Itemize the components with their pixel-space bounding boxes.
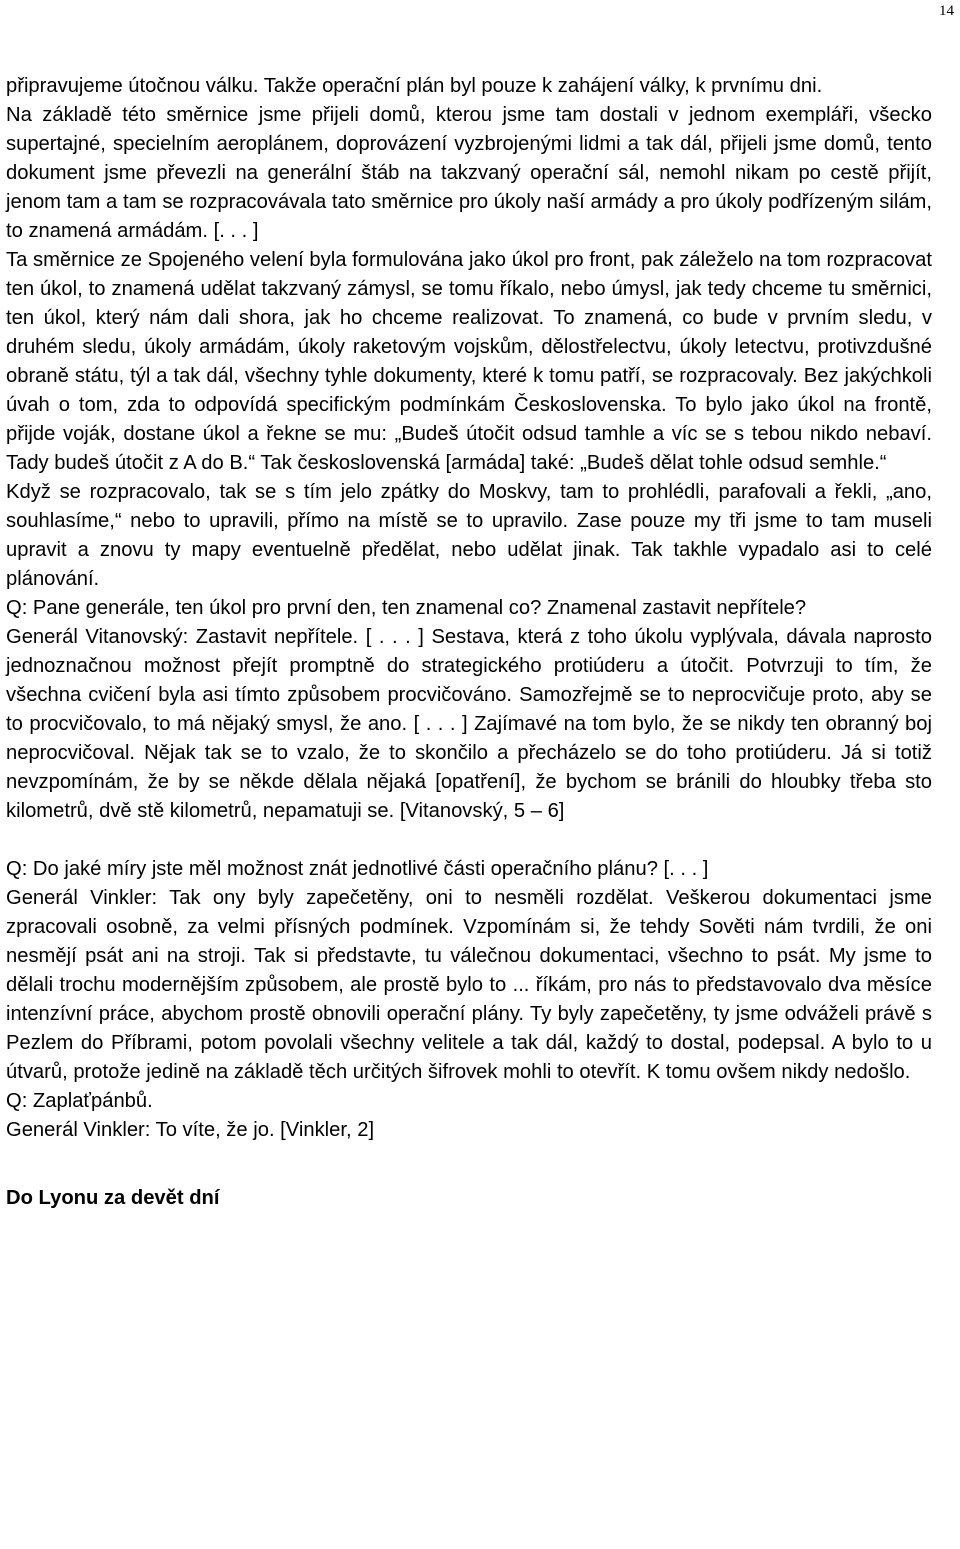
answer: Generál Vinkler: Tak ony byly zapečetěny, oni to nesměli rozdělat. Veškerou dokumentaci jsme zpracovali osobně, za velmi přísných podmínek. Vzpomínám si, že tehdy Sověti nám tvrdili, že oni nesmějí psát ani na stroji. Tak si představte, tu válečnou dokumentaci, všechno to psát. My jsme to dělali trochu modernějším způsobem, ale prostě bylo to ... říkám, pro nás to představovalo dva měsíce intenzívní práce, abychom prostě obnovili operační plány. Ty byly zapečetěny, ty jsme odváželi právě s Pezlem do Příbrami, potom povolali všechny velitele a tak dál, každý to dostal, podepsal. A bylo to u útvarů, protože jedině na základě těch určitých šifrovek mohli to otevřít. K tomu ovšem nikdy nedošlo.: [6, 887, 932, 1083]
page-number: 14: [939, 3, 954, 19]
paragraph: Ta směrnice ze Spojeného velení byla formulována jako úkol pro front, pak záleželo na tom rozpracovat ten úkol, to znamená udělat takzvaný zámysl, se tomu říkalo, nebo úmysl, jak tedy chceme tu směrnici, ten úkol, který nám dali shora, jak ho chceme realizovat. To znamená, co bude v prvním sledu, v druhém sledu, úkoly armádám, úkoly raketovým vojskům, dělostřelectvu, úkoly letectvu, protivzdušné obraně státu, týl a tak dál, všechny tyhle dokumenty, které k tomu patří, se rozpracovaly. Bez jakýchkoli úvah o tom, zda to odpovídá specifickým podmínkám Československa. To bylo jako úkol na frontě, přijde voják, dostane úkol a řekne se mu: „Budeš útočit odsud tamhle a víc se s tebou nikdo nebaví. Tady budeš útočit z A do B.“ Tak československá [armáda] také: „Budeš dělat tohle odsud semhle.“: [6, 249, 932, 474]
paragraph: Když se rozpracovalo, tak se s tím jelo zpátky do Moskvy, tam to prohlédli, parafovali a řekli, „ano, souhlasíme,“ nebo to upravili, přímo na místě se to upravilo. Zase pouze my tři jsme to tam museli upravit a znovu ty mapy eventuelně předělat, nebo udělat jinak. Tak takhle vypadalo asi to celé plánování.: [6, 481, 932, 590]
answer: Generál Vitanovský: Zastavit nepřítele. [ . . . ] Sestava, která z toho úkolu vyplývala, dávala naprosto jednoznačnou možnost přejít promptně do strategického protiúderu a útočit. Potvrzuji to tím, že všechna cvičení byla asi tímto způsobem procvičováno. Samozřejmě se to neprocvičuje proto, aby se to procvičovalo, to má nějaký smysl, že ano. [ . . . ] Zajímavé na tom bylo, že se nikdy ten obranný boj neprocvičoval. Nějak tak se to vzalo, že to skončilo a přecházelo se do toho protiúderu. Já si totiž nevzpomínám, že by se někde dělala nějaká [opatření], že bychom se bránili do hloubky třeba sto kilometrů, dvě stě kilometrů, nepamatuji se. [Vitanovský, 5 – 6]: [6, 626, 932, 822]
paragraph: Na základě této směrnice jsme přijeli domů, kterou jsme tam dostali v jednom exempláři, všecko supertajné, specielním aeroplánem, doprovázení vyzbrojenými lidmi a tak dál, přijeli jsme domů, tento dokument jsme převezli na generální štáb na takzvaný operační sál, nemohl nikam po cestě přijít, jenom tam a tam se rozpracovávala tato směrnice pro úkoly naší armády a pro úkoly podřízeným silám, to znamená armádám. [. . . ]: [6, 104, 932, 242]
section-heading: Do Lyonu za devět dní: [6, 1187, 220, 1209]
answer: Generál Vinkler: To víte, že jo. [Vinkler, 2]: [6, 1119, 375, 1141]
document-body: [6, 72, 932, 1213]
question: Q: Zaplaťpánbů.: [6, 1090, 153, 1112]
question: Q: Pane generále, ten úkol pro první den, ten znamenal co? Znamenal zastavit nepřítele?: [6, 597, 807, 619]
paragraph: připravujeme útočnou válku. Takže operační plán byl pouze k zahájení války, k prvnímu dni.: [6, 75, 823, 97]
question: Q: Do jaké míry jste měl možnost znát jednotlivé části operačního plánu? [. . . ]: [6, 858, 709, 880]
